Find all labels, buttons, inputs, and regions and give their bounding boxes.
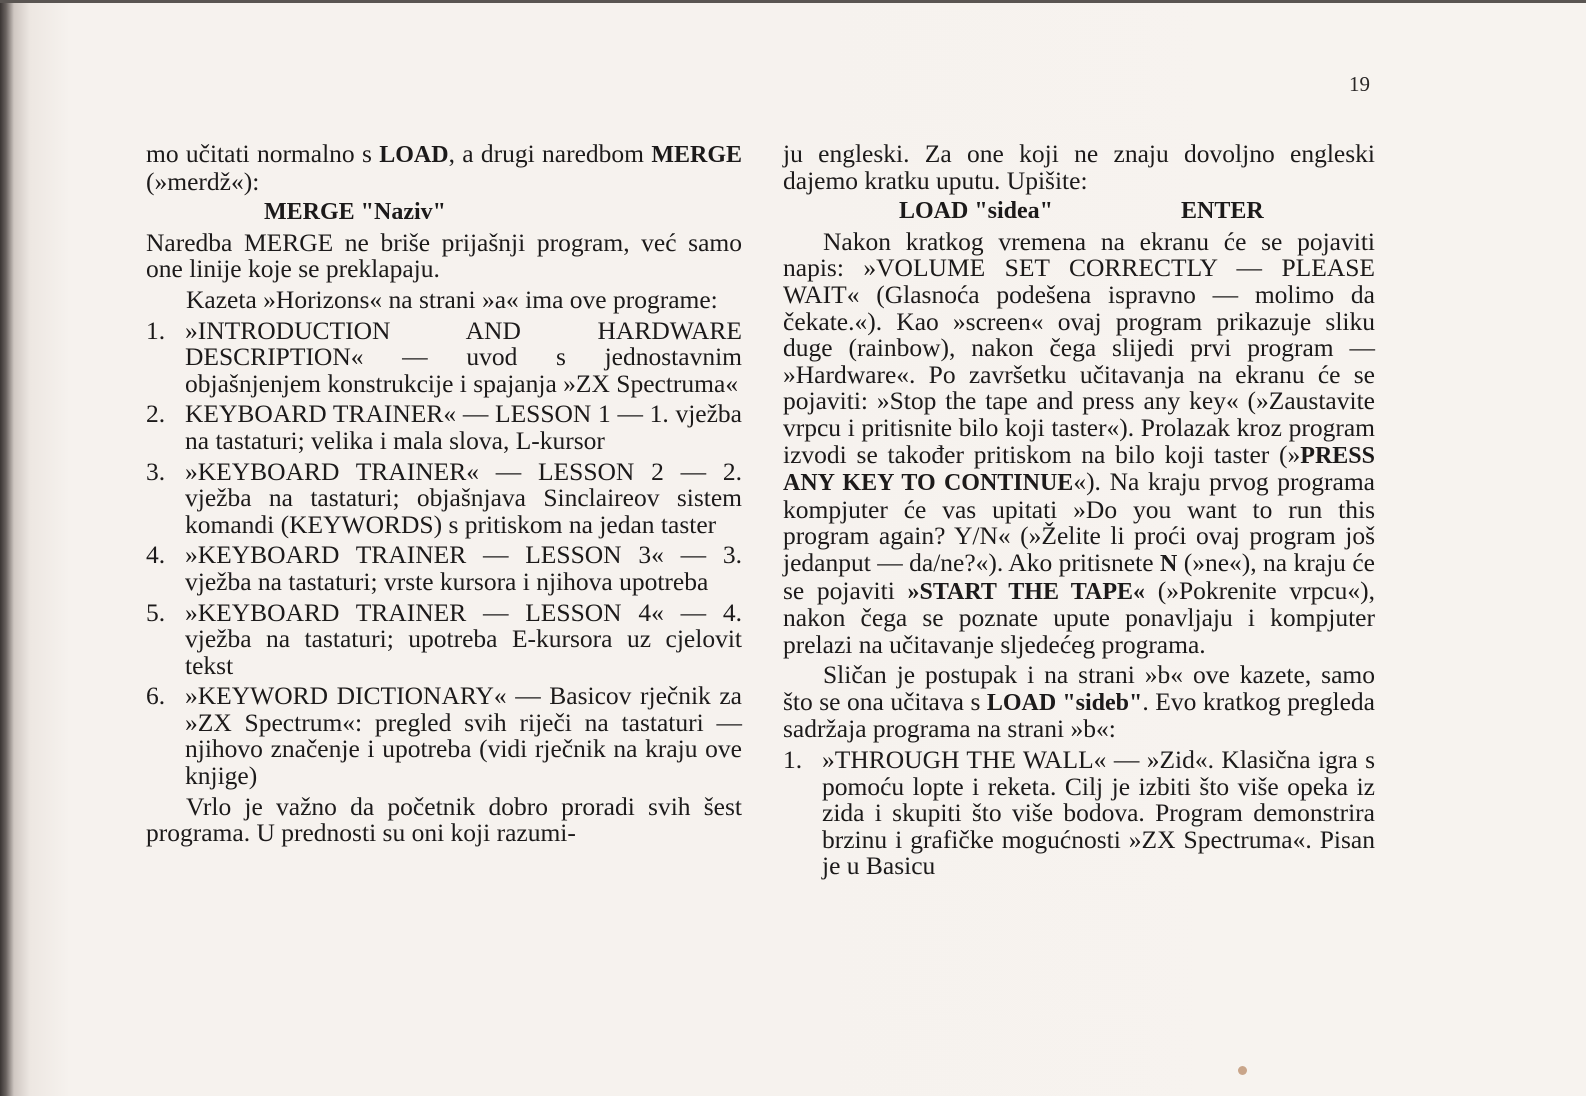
right-paragraph-1: ju engleski. Za one koji ne znaju dovoljno engleski dajemo kratku uputu. Upišite: bbox=[783, 139, 1375, 195]
list-item bbox=[783, 747, 1375, 880]
paper-stain bbox=[1238, 1066, 1247, 1075]
list-item bbox=[146, 597, 742, 680]
enter-key-label: ENTER bbox=[1181, 198, 1264, 225]
list-number: 4. bbox=[146, 540, 166, 570]
list-number: 2. bbox=[146, 399, 166, 429]
list-text: KEYBOARD TRAINER« — LESSON 1 — 1. vježba na tastaturi; velika i mala slova, L-kursor bbox=[185, 399, 742, 455]
load-sideb-command: LOAD "sideb" bbox=[986, 689, 1143, 716]
list-text: »KEYWORD DICTIONARY« — Basicov rječnik za »ZX Spectrum«: pregled svih riječi na tastaturi — njihovo značenje i upotreba (vidi rječnik na kraju ove knjige) bbox=[185, 681, 742, 791]
side-b-program-list bbox=[783, 747, 1375, 880]
list-item bbox=[146, 683, 742, 789]
list-item bbox=[146, 542, 742, 595]
text-run: (»Pokrenite vrpcu«), nakon čega se poznate upute ponavljaju i kompjuter prelazi na učitavanje sljedećeg programa. bbox=[783, 575, 1376, 659]
text-run: «). Na kraju prvog programa kompjuter će vas upitati »Do you want to run this program again? Y/N« (»Želite li proći ovaj program još jedanput — da/ne?«). Ako pritisnete bbox=[783, 467, 1375, 577]
right-paragraph-3 bbox=[783, 662, 1375, 743]
list-text: »KEYBOARD TRAINER — LESSON 3« — 3. vježba na tastaturi; vrste kursora i njihova upotreba bbox=[185, 540, 742, 596]
load-keyword: LOAD bbox=[379, 142, 449, 168]
list-text: »THROUGH THE WALL« — »Zid«. Klasična igra s pomoću lopte i reketa. Cilj je izbiti što više opeka iz zida i skupiti što više bodova. Program demonstrira brzinu i grafičke mogućnosti »ZX Spectruma«. Pisan je u Basicu bbox=[822, 745, 1375, 881]
list-item bbox=[146, 315, 742, 398]
text-run: Nakon kratkog vremena na ekranu će se pojaviti napis: »VOLUME SET CORRECTLY — PLEASE WAIT« (Glasnoća podešena ispravno — molimo da čekate.«). Kao »screen« ovaj program prikazuje sliku duge (rainbow), nakon čega slijedi prvi program — »Hardware«. Po završetku učitavanja na ekranu će se pojaviti: »Stop the tape and press any key« (»Zaustavite vrpcu i pritisnite bilo koji taster«). Prolazak kroz program izvodi se također pritiskom na bilo koji taster (» bbox=[783, 226, 1375, 469]
left-paragraph-1 bbox=[146, 141, 742, 195]
list-text: »KEYBOARD TRAINER« — LESSON 2 — 2. vježba na tastaturi; objašnjava Sinclaireov sistem komandi (KEYWORDS) s pritiskom na jedan taster bbox=[185, 456, 742, 539]
left-paragraph-4: Vrlo je važno da početnik dobro proradi svih šest programa. U prednosti su oni koji razumi- bbox=[146, 791, 742, 848]
list-item bbox=[146, 401, 742, 454]
press-any-key-text: PRESS ANY KEY TO CONTINUE bbox=[783, 442, 1375, 497]
page-number: 19 bbox=[1349, 72, 1370, 96]
list-number: 5. bbox=[146, 597, 166, 627]
list-text: »KEYBOARD TRAINER — LESSON 4« — 4. vježba na tastaturi; upotreba E-kursora uz cjelovit tekst bbox=[185, 597, 742, 680]
list-number: 3. bbox=[146, 456, 166, 486]
text-run: (»ne«), na kraju će se pojaviti bbox=[783, 547, 1375, 605]
right-paragraph-2 bbox=[783, 226, 1376, 659]
merge-command-line bbox=[146, 199, 742, 226]
text-run: . Evo kratkog pregleda sadržaja programa na strani »b«: bbox=[783, 686, 1375, 744]
left-paragraph-2: Naredba MERGE ne briše prijašnji program, već samo one linije koje se preklapaju. bbox=[146, 227, 742, 284]
text-run: (»merdž«): bbox=[146, 166, 260, 196]
list-text: »INTRODUCTION AND HARDWARE DESCRIPTION« — uvod s jednostavnim objašnjenjem konstrukcije i spajanja »ZX Spectruma« bbox=[185, 315, 742, 398]
page-top-edge bbox=[0, 0, 1586, 3]
list-number: 1. bbox=[146, 315, 166, 345]
text-run: mo učitati normalno s bbox=[146, 139, 380, 168]
start-the-tape-text: »START THE TAPE« bbox=[907, 578, 1146, 605]
side-a-program-list bbox=[146, 315, 742, 791]
text-run: , a drugi naredbom bbox=[448, 139, 652, 168]
right-column bbox=[783, 141, 1375, 884]
merge-command: MERGE "Naziv" bbox=[264, 199, 446, 226]
list-number: 1. bbox=[783, 745, 803, 775]
left-paragraph-3: Kazeta »Horizons« na strani »a« ima ove programe: bbox=[186, 284, 718, 314]
list-item bbox=[146, 456, 742, 539]
text-run: Sličan je postupak i na strani »b« ove kazete, samo što se ona učitava s bbox=[783, 660, 1375, 716]
load-command-line bbox=[783, 198, 1375, 225]
left-column bbox=[146, 141, 742, 851]
load-sidea-command: LOAD "sidea" bbox=[899, 198, 1053, 225]
merge-keyword: MERGE bbox=[651, 142, 742, 168]
n-key-text: N bbox=[1159, 550, 1178, 577]
list-number: 6. bbox=[146, 681, 166, 711]
